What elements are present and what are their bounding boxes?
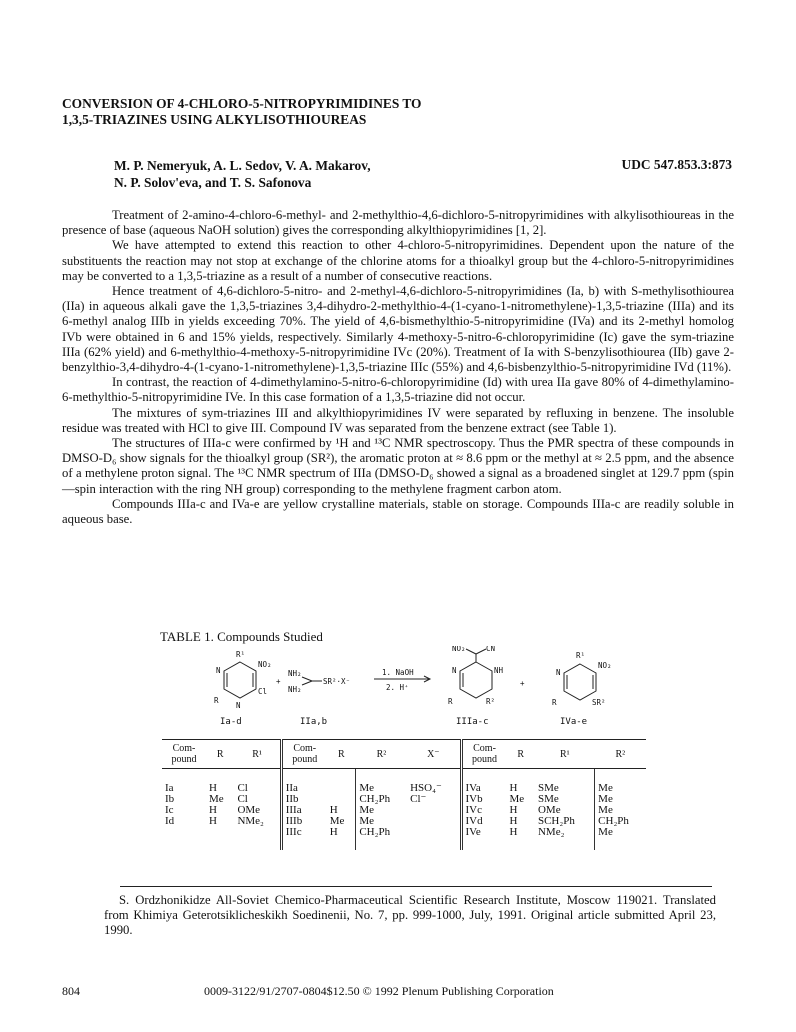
cell-r2-c: Me — [595, 769, 646, 795]
scheme-step1: 1. NaOH — [382, 668, 414, 677]
authors-line-1: M. P. Nemeryuk, A. L. Sedov, V. A. Makarov, — [114, 158, 371, 173]
table-spacer-row — [162, 838, 646, 850]
paragraph-2: We have attempted to extend this reaction to other 4-chloro-5-nitropyrimidines. Dependent upon the nature of the substituents the reaction may not stop at exchange of the chlorine atoms for a thioalkyl group but the 4-chloro-5-nitropyrimidines may be converted to a 1,3,5-triazine as a result of a number of consecutive reactions. — [62, 238, 734, 283]
cell-r2: CH₂Ph — [356, 827, 407, 838]
cell-r-c: H — [509, 815, 518, 827]
scheme-no2-iii: NO₂ — [452, 646, 466, 653]
cell-r: H — [209, 782, 217, 794]
cell-r1-c: NMe₂ — [537, 826, 565, 838]
table-row — [162, 769, 646, 795]
scheme-plus-2: + — [520, 679, 525, 688]
cell-compound: Ic — [165, 804, 174, 816]
header-r-c: R — [507, 740, 535, 769]
scheme-label-iia: IIa,b — [300, 717, 328, 727]
scheme-reagent: SR²·X⁻ — [323, 677, 351, 686]
cell-r2: Me — [356, 769, 407, 795]
cell-r2-c: Me — [595, 827, 646, 838]
cell-r-b: H — [329, 826, 338, 838]
cell-x — [407, 805, 461, 816]
cell-compound — [162, 827, 206, 838]
header-compound-3: Com- pound — [461, 740, 507, 769]
cell-r1: Cl — [237, 793, 248, 805]
table-header-row — [162, 740, 646, 769]
pyrimidine-ring-i — [224, 662, 256, 698]
header-compound-2: Com- pound — [281, 740, 327, 769]
scheme-cl-i: Cl — [258, 687, 268, 696]
authors-line-2: N. P. Solov'eva, and T. S. Safonova — [114, 175, 312, 190]
triazine-ring-iii — [460, 662, 492, 698]
article-body — [62, 208, 734, 527]
paragraph-3: Hence treatment of 4,6-dichloro-5-nitro- and 2-methyl-4,6-dichloro-5-nitropyrimidines (Ia, b) with S-methylisothiourea (IIa) in aqueous alkali gave the 1,3,5-triazines 3,4-dihydro-2-methylthio-4-(1-cyano-1-nitromethylene)-1,3,5-triazine (IIIa) and its 6-methyl analog IIIb in yields exceeding 70%. The yield of 4,6-bismethylthio-5-nitropyrimidine (IVa) and its 2-methyl homolog IVb were obtained in 6 and 15% yields, respectively. Similarly 4-methoxy-5-nitro-6-chloropyrimidine (Ic) gave the sym-triazine IIIa (62% yield) and 6-methylthio-4-methoxy-5-nitropyrimidine IVc (20%). Treatment of Ia with S-benzylisothiourea (IIb) gave 2-benzylthio-3,4-dihydro-4-(1-cyano-1-nitromethylene)-1,3,5-triazine IIIc (55%) and 4,6-bisbenzylthio-5-nitropyrimidine IVd (11%). — [62, 284, 734, 375]
scheme-r1-i: R¹ — [236, 650, 246, 659]
cell-compound: Ia — [165, 782, 174, 794]
scheme-n2-i: N — [236, 701, 241, 710]
title-line-1: CONVERSION OF 4-CHLORO-5-NITROPYRIMIDINES TO — [62, 96, 422, 111]
cell-r-c: H — [509, 826, 518, 838]
cell-r: H — [209, 804, 217, 816]
cell-compound-3: IVd — [461, 816, 507, 827]
cell-x: HSO₄⁻ — [410, 782, 442, 794]
scheme-n-i: N — [216, 666, 221, 675]
cell-r1: NMe₂ — [237, 815, 264, 827]
scheme-cn-iii: CN — [486, 646, 496, 653]
table-row — [162, 794, 646, 805]
cell-r2-c: Me — [595, 794, 646, 805]
header-r1: R¹ — [234, 740, 281, 769]
scheme-step2: 2. H⁺ — [386, 683, 409, 692]
scheme-no2-i: NO₂ — [258, 660, 272, 669]
scheme-label-ia: Ia-d — [220, 717, 242, 727]
cell-r1-c: SMe — [537, 793, 559, 805]
scheme-r-iv: R — [552, 698, 557, 707]
scheme-sr2-iv: SR² — [592, 698, 606, 707]
reaction-scheme — [190, 646, 620, 728]
cell-r1-c: OMe — [537, 804, 561, 816]
cell-r1: Cl — [237, 782, 248, 794]
cell-x: Cl⁻ — [410, 793, 427, 805]
header-r2-c: R² — [595, 740, 646, 769]
scheme-r1-iv: R¹ — [576, 651, 586, 660]
table-row — [162, 816, 646, 827]
scheme-no2-iv: NO₂ — [598, 661, 612, 670]
cell-compound-3: IVa — [461, 769, 507, 795]
cell-compound-3: IVc — [461, 805, 507, 816]
table-caption: TABLE 1. Compounds Studied — [160, 629, 323, 644]
cell-r-b: H — [329, 804, 338, 816]
scheme-label-iiia: IIIa-c — [456, 717, 489, 727]
header-r1-c: R¹ — [535, 740, 595, 769]
cell-r1: OMe — [237, 804, 261, 816]
cell-r: Me — [209, 793, 224, 805]
scheme-r-iii: R — [448, 697, 453, 706]
cell-r-b — [327, 769, 356, 795]
cell-r2: Me — [356, 805, 407, 816]
page-number: 804 — [62, 984, 80, 998]
paragraph-7: Compounds IIIa-c and IVa-e are yellow crystalline materials, stable on storage. Compounds IIIa-c are readily soluble in aqueous base. — [62, 496, 734, 527]
scheme-n-iii: N — [452, 666, 457, 675]
cell-compound: Id — [165, 815, 175, 827]
cell-compound-2: IIIb — [281, 816, 327, 827]
scheme-label-iva: IVa-e — [560, 717, 588, 727]
cell-r2: CH₂Ph — [356, 794, 407, 805]
cell-compound-2: IIa — [281, 769, 327, 795]
copyright-line: 0009-3122/91/2707-0804$12.50 © 1992 Plenum Publishing Corporation — [204, 984, 554, 998]
cell-r: H — [209, 815, 217, 827]
cell-r1 — [234, 827, 281, 838]
author-list — [114, 157, 514, 191]
cell-compound: Ib — [165, 793, 175, 805]
article-title — [62, 96, 582, 128]
scheme-nh2-b: NH₂ — [288, 685, 302, 694]
header-r: R — [206, 740, 234, 769]
scheme-r-i: R — [214, 696, 219, 705]
header-r2: R² — [356, 740, 407, 769]
paragraph-1: Treatment of 2-amino-4-chloro-6-methyl- and 2-methylthio-4,6-dichloro-5-nitropyrimidines with alkylisothioureas in the presence of base (aqueous NaOH solution) gives the corresponding alkylthiopyrimidines [1, 2]. — [62, 208, 734, 238]
cell-compound-3: IVb — [461, 794, 507, 805]
cell-x — [407, 816, 461, 827]
pyrimidine-ring-iv — [564, 664, 596, 700]
cell-r-b: Me — [329, 815, 345, 827]
scheme-sr2-iii: R² — [486, 697, 496, 706]
paragraph-6: The structures of IIIa-c were confirmed by ¹H and ¹³C NMR spectroscopy. Thus the PMR spectra of these compounds in DMSO-D₆ show signals for the thioalkyl group (SR²), the aromatic proton at ≈ 8.6 ppm or the methyl at ≈ 2.5 ppm, and the absence of a methylene proton signal. The ¹³C NMR spectrum of IIIa (DMSO-D₆ showed a signal as a broadened singlet at 129.7 ppm (spin—spin interaction with the ring NH group) corresponding to the methylene fragment carbon atom. — [62, 436, 734, 496]
footnote-divider — [120, 886, 712, 887]
cell-r2: Me — [356, 816, 407, 827]
cell-compound-2: IIIc — [281, 827, 327, 838]
paragraph-5: The mixtures of sym-triazines III and alkylthiopyrimidines IV were separated by refluxing in benzene. The insoluble residue was treated with HCl to give III. Compound IV was separated from the benzene extract (see Table 1). — [62, 405, 734, 435]
cell-r-c: H — [509, 782, 518, 794]
paragraph-4: In contrast, the reaction of 4-dimethylamino-5-nitro-6-chloropyrimidine (Id) with urea IIa gave 80% of 4-dimethylamino-6-methylthio-5-nitropyrimidine IVe. In this case formation of a 1,3,5-triazine did not occur. — [62, 375, 734, 405]
footnote: S. Ordzhonikidze All-Soviet Chemico-Pharmaceutical Scientific Research Institute, Moscow 119021. Translated from Khimiya Geterotsiklicheskikh Soedinenii, No. 7, pp. 999-1000, July, 1991. Original article submitted April 23, 1990. — [104, 893, 716, 938]
header-x: X⁻ — [407, 740, 461, 769]
title-line-2: 1,3,5-TRIAZINES USING ALKYLISOTHIOUREAS — [62, 112, 367, 127]
table-row — [162, 827, 646, 838]
udc-code: UDC 547.853.3:873 — [621, 157, 732, 172]
cell-x — [407, 827, 461, 838]
cell-r2-c: CH₂Ph — [595, 816, 646, 827]
scheme-plus-1: + — [276, 677, 281, 686]
cell-r-c: Me — [509, 793, 525, 805]
cell-r1-c: SCH₂Ph — [537, 815, 575, 827]
cell-r-c: H — [509, 804, 518, 816]
scheme-nh-iii: NH — [494, 666, 504, 675]
header-r-b: R — [327, 740, 356, 769]
scheme-n-iv: N — [556, 668, 561, 677]
cell-compound-3: IVe — [461, 827, 507, 838]
cell-r — [206, 827, 234, 838]
header-compound-1: Com- pound — [162, 740, 206, 769]
compounds-table — [162, 739, 646, 850]
cell-compound-2: IIb — [281, 794, 327, 805]
cell-r2-c: Me — [595, 805, 646, 816]
cell-compound-2: IIIa — [281, 805, 327, 816]
cell-r1-c: SMe — [537, 782, 559, 794]
scheme-nh2-a: NH₂ — [288, 669, 302, 678]
